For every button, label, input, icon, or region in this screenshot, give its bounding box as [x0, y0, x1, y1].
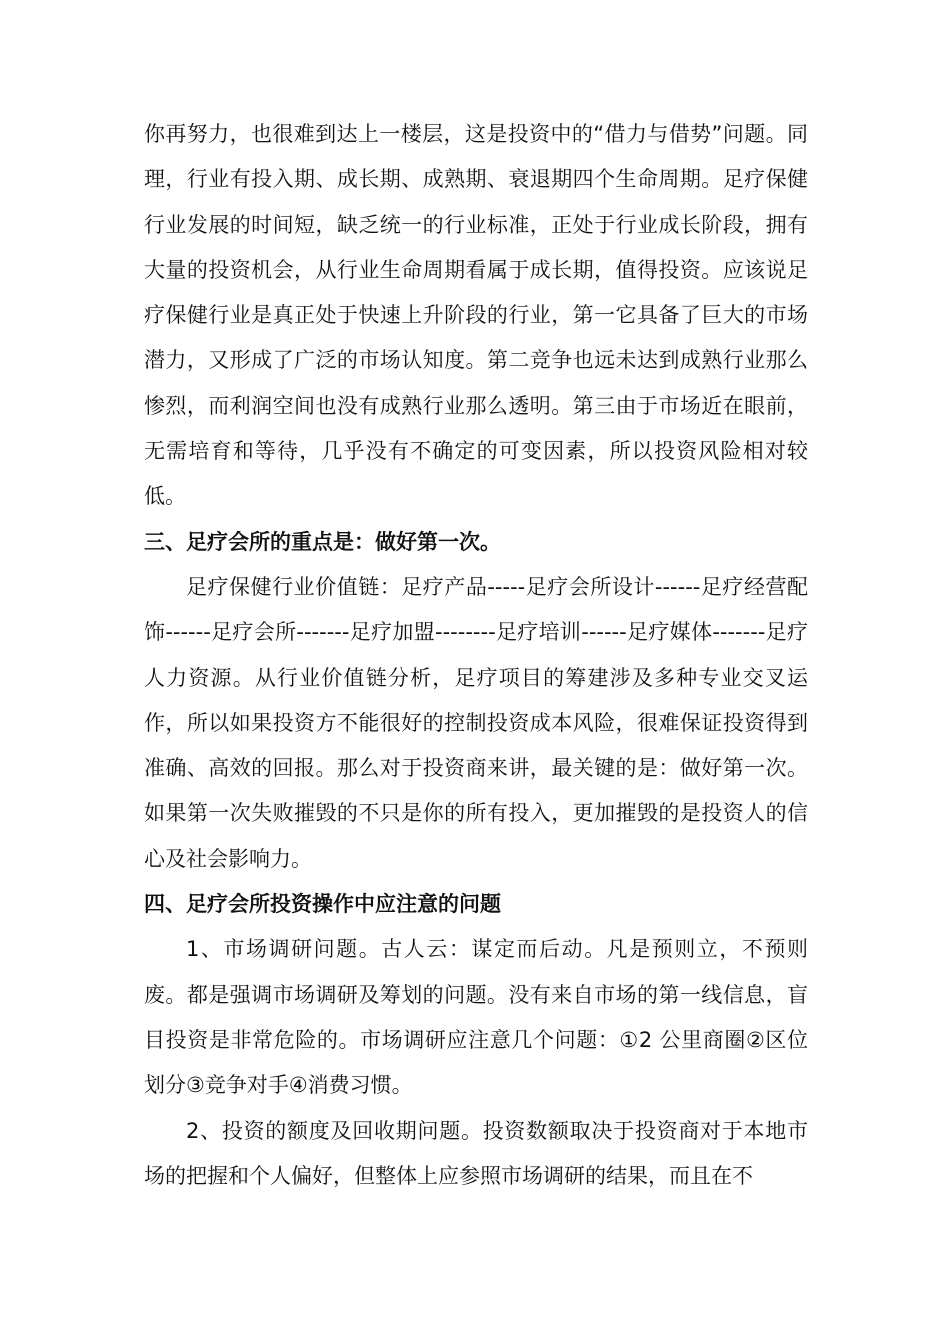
- body-paragraph: 足疗保健行业价值链：足疗产品-----足疗会所设计------足疗经营配饰------足疗会所-------足疗加盟--------足疗培训------足疗媒体-------足疗人力资源。从行业价值链分析，足疗项目的筹建涉及多种专业交叉运作，所以如果投资方不能很好的控制投资成本风险，很难保证投资得到准确、高效的回报。那么对于投资商来讲，最关键的是：做好第一次。如果第一次失败摧毁的不只是你的所有投入，更加摧毁的是投资人的信心及社会影响力。: [144, 574, 808, 871]
- body-paragraph: 1、市场调研问题。古人云：谋定而后动。凡是预则立，不预则废。都是强调市场调研及筹划的问题。没有来自市场的第一线信息，盲目投资是非常危险的。市场调研应注意几个问题：①2 公里商圈②区位划分③竞争对手④消费习惯。: [144, 937, 808, 1098]
- body-paragraph: 你再努力，也很难到达上一楼层，这是投资中的“借力与借势”问题。同理，行业有投入期、成长期、成熟期、衰退期四个生命周期。足疗保健行业发展的时间短，缺乏统一的行业标准，正处于行业成长阶段，拥有大量的投资机会，从行业生命周期看属于成长期，值得投资。应该说足疗保健行业是真正处于快速上升阶段的行业，第一它具备了巨大的市场潜力，又形成了广泛的市场认知度。第二竞争也远未达到成熟行业那么惨烈，而利润空间也没有成熟行业那么透明。第三由于市场近在眼前，无需培育和等待，几乎没有不确定的可变因素，所以投资风险相对较低。: [144, 122, 808, 509]
- section-heading: 三、足疗会所的重点是：做好第一次。: [144, 529, 501, 554]
- section-heading: 四、足疗会所投资操作中应注意的问题: [144, 892, 501, 917]
- body-paragraph: 2、投资的额度及回收期问题。投资数额取决于投资商对于本地市场的把握和个人偏好，但整体上应参照市场调研的结果，而且在不: [144, 1118, 808, 1188]
- document-body: [144, 112, 808, 1199]
